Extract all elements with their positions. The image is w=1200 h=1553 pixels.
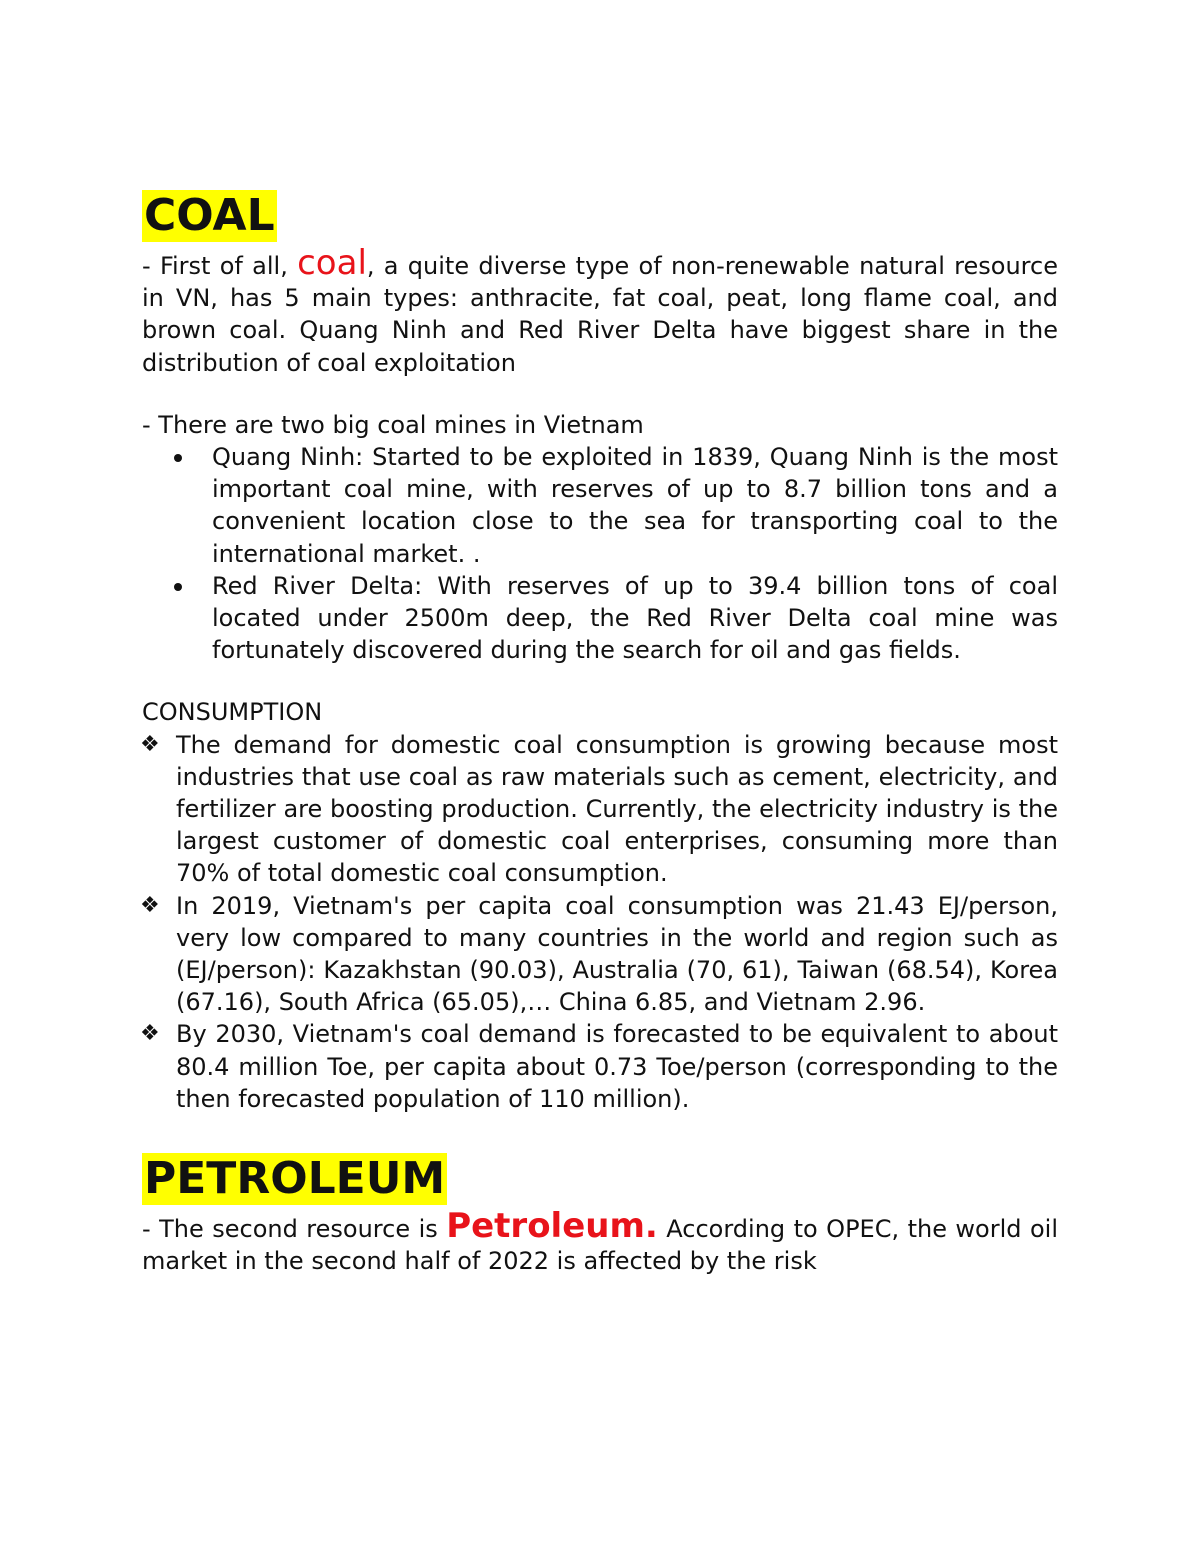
diamond-bullet-icon: ❖ [140,1021,160,1047]
consumption-text: By 2030, Vietnam's coal demand is forecasted to be equivalent to about 80.4 million Toe, per capita about 0.73 Toe/person (corresponding to the then forecasted population of 110 million). [176,1020,1058,1113]
petroleum-heading: PETROLEUM [144,1153,446,1205]
petroleum-intro-rest: According to OPEC, the world oil market in the second half of 2022 is affected by the risk [142,1215,1058,1276]
coal-intro-accent: coal [297,243,367,283]
coal-heading: COAL [144,190,275,241]
document-content [142,190,1058,1277]
coal-intro-paragraph [142,243,1058,379]
coal-section [142,190,1058,1115]
petroleum-intro-prefix: - The second resource is [142,1215,447,1244]
mine-text: Quang Ninh: Started to be exploited in 1839, Quang Ninh is the most important coal mine, with reserves of up to 8.7 billion tons and a convenient location close to the sea for transporting coal to the international market. . [212,443,1058,568]
diamond-bullet-icon: ❖ [140,731,160,757]
petroleum-intro-accent: Petroleum. [446,1206,658,1247]
diamond-bullet-icon: ❖ [140,892,160,918]
bullet-icon [174,583,182,591]
petroleum-section [142,1153,1058,1277]
mines-intro: - There are two big coal mines in Vietnam [142,410,644,439]
consumption-list [142,729,1058,1115]
coal-intro-rest: , a quite diverse type of non-renewable natural resource in VN, has 5 main types: anthracite, fat coal, peat, long flame coal, and brown coal. Quang Ninh and Red River Delta have biggest share in the distribution of coal exploitation [142,252,1058,377]
consumption-label: CONSUMPTION [142,698,323,727]
list-item [212,570,1058,667]
mine-text: Red River Delta: With reserves of up to 39.4 billion tons of coal located under 2500m deep, the Red River Delta coal mine was fortunately discovered during the search for oil and gas fields. [212,571,1058,665]
bullet-icon [174,454,182,462]
coal-intro-prefix: - First of all, [142,252,298,280]
list-item [140,890,1058,1019]
list-item [212,441,1058,570]
consumption-text: The demand for domestic coal consumption is growing because most industries that use coal as raw materials such as cement, electricity, and fertilizer are boosting production. Currently, the electricity industry is the largest customer of domestic coal enterprises, consuming more than 70% of total domestic coal consumption. [176,730,1058,888]
mines-list [142,441,1058,666]
petroleum-intro-paragraph [142,1206,1058,1277]
list-item [140,729,1058,890]
consumption-text: In 2019, Vietnam's per capita coal consumption was 21.43 EJ/person, very low compared to many countries in the world and region such as (EJ/person): Kazakhstan (90.03), Australia (70, 61), Taiwan (68.54), Korea (67.16), South Africa (65.05),… China 6.85, and Vietnam 2.96. [176,891,1058,1017]
list-item [140,1018,1058,1115]
